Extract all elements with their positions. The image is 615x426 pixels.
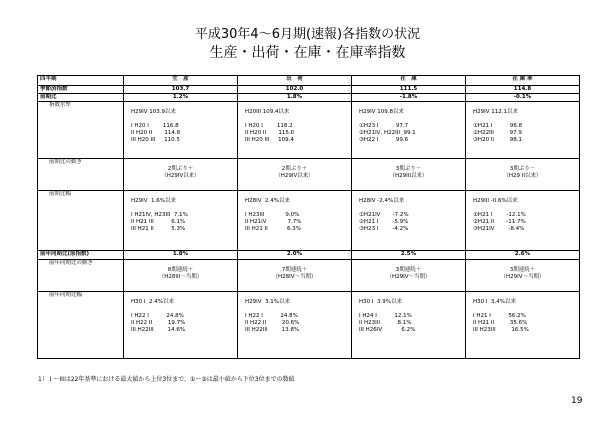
rank-line: II H22 II 19.7%: [131, 320, 186, 326]
rank-line: ②H21IV, H22III 99.1: [359, 130, 416, 136]
page-number: 19: [571, 396, 583, 406]
value-cell: 2.6%: [466, 251, 580, 260]
movement-cell: [352, 260, 466, 292]
yoy-width-row: [38, 292, 580, 359]
detail-head: H20III 109.4以来: [245, 109, 290, 115]
movement-sub: （H29IV以来）: [275, 173, 314, 179]
movement-sub: （H29IV～当期）: [386, 274, 431, 280]
detail-cell: [352, 292, 466, 359]
movement-cell: [466, 260, 580, 292]
rank-line: III H20 III 109.4: [245, 137, 294, 143]
detail-cell: [352, 102, 466, 159]
movement-sub: （H29 II以来）: [503, 173, 542, 179]
footnote: 1） I ～IIIは22年基準における最大値から上位3位まで、①～③は最小値から下位3位までの数値: [38, 376, 295, 383]
movement-cell: [238, 159, 352, 191]
rank-line: ③H23 I -4.2%: [359, 226, 409, 232]
rank-line: I H22 I 24.8%: [131, 313, 184, 319]
row-label: 季節済指数: [38, 86, 124, 94]
detail-cell: [238, 102, 352, 159]
detail-head: H29IV 112.1以来: [473, 109, 519, 115]
row-label: 指数水準: [38, 102, 124, 159]
detail-head: H29IV 3.1%以来: [245, 299, 290, 305]
value-cell: 2.0%: [238, 251, 352, 260]
movement-main: 2期ぶり＋: [281, 166, 308, 172]
rank-line: III H21 II 6.3%: [245, 226, 301, 232]
detail-cell: [238, 191, 352, 251]
movement-sub: （H28III～当期）: [158, 274, 203, 280]
row-label: 前年同期比の動き: [38, 260, 124, 292]
detail-head: H29IV 103.9以来: [131, 109, 177, 115]
rank-line: I H20 I 118.2: [245, 123, 293, 129]
rank-line: II H20 II 115.0: [245, 130, 295, 136]
detail-head: H28IV 2.4%以来: [245, 198, 290, 204]
rank-line: III H26IV 6.2%: [359, 327, 416, 333]
movement-sub: （H29IV以来）: [161, 173, 200, 179]
detail-cell: [466, 102, 580, 159]
detail-head: H30 I 2.4%以来: [131, 299, 174, 305]
rank-line: ③H20 II 98.1: [473, 137, 523, 143]
detail-cell: [124, 292, 238, 359]
movement-sub: （H29IV～当期）: [500, 274, 545, 280]
rank-line: ②H21 I -5.9%: [359, 219, 409, 225]
rank-line: I H23III 9.0%: [245, 212, 300, 218]
qoq-row: [38, 94, 580, 102]
value-cell: -0.1%: [466, 94, 580, 102]
detail-cell: [466, 191, 580, 251]
qoq-width-row: [38, 191, 580, 251]
value-cell: 102.0: [238, 86, 352, 94]
rank-line: II H21 III 6.1%: [131, 219, 186, 225]
rank-line: III H22III 14.6%: [131, 327, 186, 333]
value-cell: 103.7: [124, 86, 238, 94]
detail-cell: [124, 102, 238, 159]
row-label: 前年同期比幅: [38, 292, 124, 359]
table-header-row: [38, 76, 580, 86]
movement-main: 3期ぶり－: [509, 166, 536, 172]
seasonally-adjusted-row: [38, 86, 580, 94]
rank-line: ③H22 I 99.6: [359, 137, 409, 143]
rank-line: I H24 I 12.1%: [359, 313, 412, 319]
detail-head: H29IV 1.6%以来: [131, 198, 176, 204]
rank-line: ③H21IV -8.4%: [473, 226, 525, 232]
value-cell: 1.8%: [124, 251, 238, 260]
rank-line: III H20 III 110.5: [131, 137, 180, 143]
rank-line: II H21IV 7.7%: [245, 219, 302, 225]
value-cell: 1.8%: [238, 94, 352, 102]
yoy-movement-row: [38, 260, 580, 292]
row-label: 前年同期比(原指数): [38, 251, 124, 260]
value-cell: 1.2%: [124, 94, 238, 102]
detail-head: H28IV -2.4%以来: [359, 198, 405, 204]
movement-cell: [124, 260, 238, 292]
movement-sub: （H29III以来）: [389, 173, 428, 179]
rank-line: I H21IV, H23III 7.1%: [131, 212, 188, 218]
movement-main: 8期連続＋: [167, 267, 194, 273]
page-title: 平成30年4～6月期(速報)各指数の状況: [194, 27, 421, 42]
value-cell: -1.8%: [352, 94, 466, 102]
rank-line: II H20 II 114.8: [131, 130, 181, 136]
detail-cell: [124, 191, 238, 251]
detail-cell: [466, 292, 580, 359]
rank-line: ①H21IV -7.2%: [359, 212, 409, 218]
qoq-movement-row: [38, 159, 580, 191]
movement-cell: [466, 159, 580, 191]
value-cell: 2.5%: [352, 251, 466, 260]
rank-line: I H21 I 56.2%: [473, 313, 526, 319]
rank-line: III H22III 13.8%: [245, 327, 300, 333]
detail-cell: [352, 191, 466, 251]
rank-line: III H21 II 5.3%: [131, 226, 186, 232]
column-header-production: 生 産: [124, 76, 238, 86]
detail-head: H30 I 3.9%以来: [359, 299, 402, 305]
row-label: 前期比の動き: [38, 159, 124, 191]
rank-line: ①H23 I 97.7: [359, 123, 409, 129]
movement-sub: （H28IV～当期）: [272, 274, 317, 280]
movement-main: 3期ぶり－: [395, 166, 422, 172]
movement-main: 3期連続＋: [395, 267, 422, 273]
rank-line: ①H21 I -12.1%: [473, 212, 526, 218]
column-header-inventory-ratio: 在 庫 率: [466, 76, 580, 86]
detail-head: H29IV 109.8以来: [359, 109, 405, 115]
period-header: 四半期: [38, 76, 124, 86]
movement-cell: [238, 260, 352, 292]
detail-head: H29III -0.6%以来: [473, 198, 518, 204]
detail-head: H30 I 3.4%以来: [473, 299, 516, 305]
column-header-shipments: 出 荷: [238, 76, 352, 86]
index-level-row: [38, 102, 580, 159]
rank-line: II H21 II 35.6%: [473, 320, 528, 326]
rank-line: ②H21 II -11.7%: [473, 219, 526, 225]
rank-line: ①H21 I 96.8: [473, 123, 523, 129]
movement-main: 2期ぶり＋: [167, 166, 194, 172]
rank-line: III H23III 16.5%: [473, 327, 529, 333]
movement-cell: [352, 159, 466, 191]
rank-line: I H20 I 116.8: [131, 123, 179, 129]
index-status-table: [37, 75, 580, 359]
yoy-row: [38, 251, 580, 260]
column-header-inventory: 在 庫: [352, 76, 466, 86]
row-label: 前期比幅: [38, 191, 124, 251]
value-cell: 114.8: [466, 86, 580, 94]
page-subtitle: 生産・出荷・在庫・在庫率指数: [209, 45, 406, 61]
rank-line: II H23III 8.1%: [359, 320, 412, 326]
detail-cell: [238, 292, 352, 359]
movement-cell: [124, 159, 238, 191]
movement-main: 7期連続＋: [281, 267, 308, 273]
rank-line: II H22 II 20.6%: [245, 320, 300, 326]
value-cell: 111.5: [352, 86, 466, 94]
rank-line: ②H22III 97.9: [473, 130, 522, 136]
row-label: 前期比: [38, 94, 124, 102]
rank-line: I H22 I 24.8%: [245, 313, 298, 319]
movement-main: 3期連続＋: [509, 267, 536, 273]
